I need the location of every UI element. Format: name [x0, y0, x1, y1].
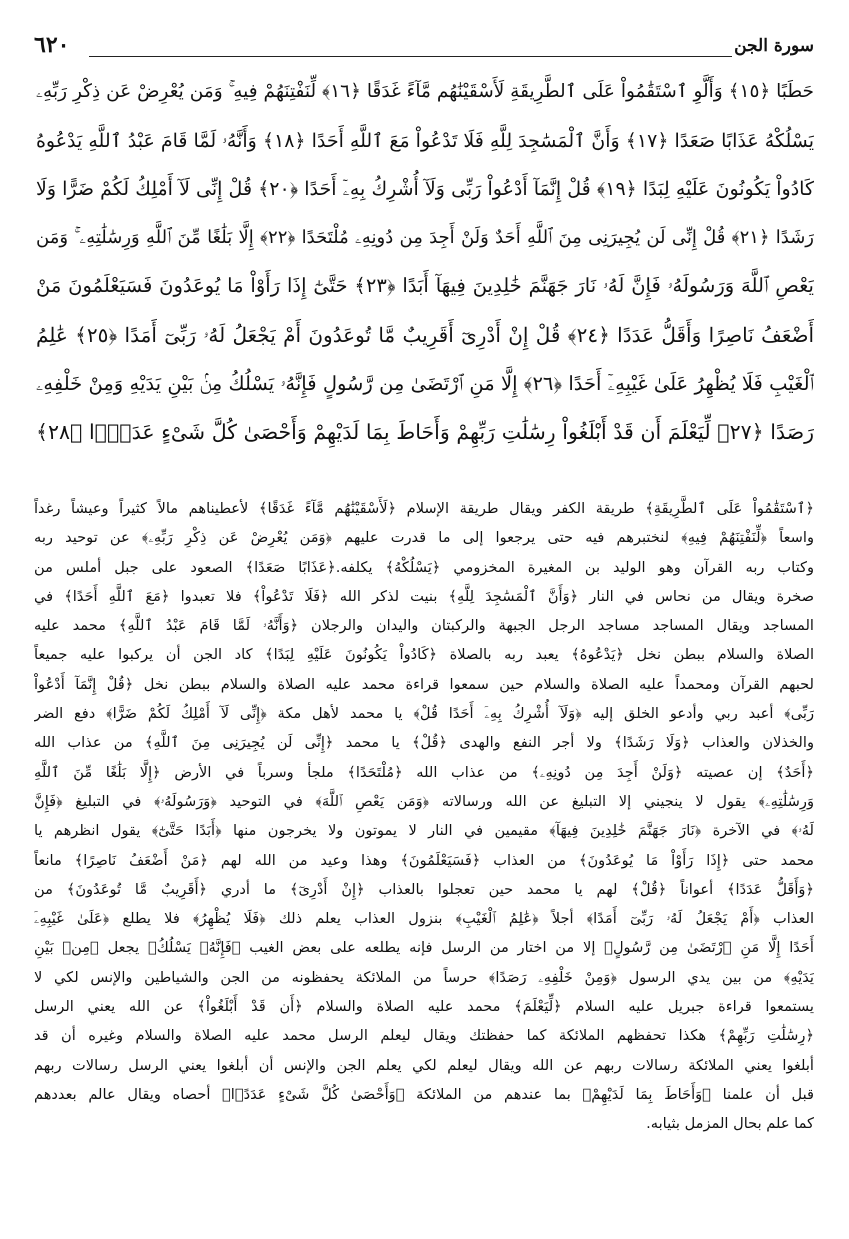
tafsir-line: لحبهم القرآن ومحمداً عليه الصلاة والسلام حين سمعوا قراءة محمد عليه الصلاة والسلام ببطن نخل ﴿قُلْ إِنَّمَآ أَدْعُواْ: [34, 675, 814, 693]
tafsir-line: ﴿وَأَقَلُّ عَدَدًا﴾ أعواناً ﴿قُلْ﴾ لهم يا محمد حين تعجلوا بالعذاب ﴿إِنْ أَدْرِىٓ﴾ ما أدري ﴿أَقَرِيبٌ مَّا تُوعَدُونَ﴾ من: [34, 880, 814, 898]
quran-line: يَعْصِ ٱللَّهَ وَرَسُولَهُۥ فَإِنَّ لَهُۥ نَارَ جَهَنَّمَ خَٰلِدِينَ فِيهَآ أَبَدًا ﴿٢٣﴾ حَتَّىٰٓ إِذَا رَأَوْاْ مَا يُوعَدُونَ فَسَيَعْلَمُونَ مَنْ: [36, 274, 814, 298]
tafsir-line: قبل أن علمنا ﴿وَأَحَاطَ بِمَا لَدَيْهِمْ﴾ بما عندهم من الملائكة ﴿وَأَحْصَىٰ كُلَّ شَىْءٍ عَدَدًۢا﴾ أحصاه ويقال عالم بعددهم: [34, 1085, 814, 1103]
quran-line: ٱلْغَيْبِ فَلَا يُظْهِرُ عَلَىٰ غَيْبِهِۦٓ أَحَدًا ﴿٢٦﴾ إِلَّا مَنِ ٱرْتَضَىٰ مِن رَّسُولٍ فَإِنَّهُۥ يَسْلُكُ مِنۢ بَيْنِ يَدَيْهِ وَمِنْ خَلْفِهِۦ: [36, 371, 814, 395]
tafsir-line: كما علم بحال المزمل بثيابه.: [646, 1115, 814, 1133]
tafsir-line: وكتاب ربه القرآن وهو الوليد بن المغيرة المخزومي ﴿يَسْلُكْهُ﴾ يكلفه.﴿عَذَابًا صَعَدًا﴾ الصعود على جبل أملس من: [34, 558, 814, 576]
tafsir-line: أبلغوا يعني الملائكة رسالات ربهم عن الله ويقال ليعلم لكي يعلم الجن والإنس أن أبلغوا يعني الرسل رسالات ربهم: [34, 1056, 814, 1074]
tafsir-line: لَهُۥ﴾ في الآخرة ﴿نَارَ جَهَنَّمَ خَٰلِدِينَ فِيهَآ﴾ مقيمين في النار لا يموتون ولا يخرجون منها ﴿أَبَدًا حَتَّىٰٓ﴾ يقول انظرهم يا: [34, 822, 814, 840]
tafsir-line: الصلاة والسلام ببطن نخل ﴿يَدْعُوهُ﴾ يعبد ربه بالصلاة ﴿كَادُواْ يَكُونُونَ عَلَيْهِ لِبَدًا﴾ كاد الجن أن يركبوا عليه جميعاً: [34, 646, 814, 664]
tafsir-line: محمد حتى ﴿إِذَا رَأَوْاْ مَا يُوعَدُونَ﴾ من العذاب ﴿فَسَيَعْلَمُونَ﴾ وهذا وعيد من الله لهم ﴿مَنْ أَضْعَفُ نَاصِرًا﴾ مانعاً: [34, 851, 814, 869]
quran-line: حَطَبًا ﴿١٥﴾ وَأَلَّوِ ٱسْتَقَٰمُواْ عَلَى ٱلطَّرِيقَةِ لَأَسْقَيْنَٰهُم مَّآءً غَدَقًا ﴿١٦﴾ لِّنَفْتِنَهُمْ فِيهِ ۚ وَمَن يُعْرِضْ عَن ذِكْرِ رَبِّهِۦ: [36, 81, 814, 102]
tafsir-line: رَبِّى﴾ أعبد ربي وأدعو الخلق إليه ﴿وَلَآ أُشْرِكُ بِهِۦٓ أَحَدًا قُلْ﴾ يا محمد لأهل مكة ﴿إِنِّى لَآ أَمْلِكُ لَكُمْ ضَرًّا﴾ دفع الضر: [34, 705, 814, 723]
page-header: [34, 32, 814, 58]
tafsir-line: العذاب ﴿أَمْ يَجْعَلُ لَهُۥ رَبِّىٓ أَمَدًا﴾ أجلاً ﴿عَٰلِمُ ٱلْغَيْبِ﴾ بنزول العذاب يعلم ذلك ﴿فَلَا يُظْهِرُ﴾ فلا يطلع ﴿عَلَىٰ غَيْبِهِۦٓ: [34, 910, 814, 928]
page-number: ٦٢٠: [34, 32, 70, 58]
quran-line: كَادُواْ يَكُونُونَ عَلَيْهِ لِبَدًا ﴿١٩﴾ قُلْ إِنَّمَآ أَدْعُواْ رَبِّى وَلَآ أُشْرِكُ بِهِۦٓ أَحَدًا ﴿٢٠﴾ قُلْ إِنِّى لَآ أَمْلِكُ لَكُمْ ضَرًّا وَلَا: [36, 178, 814, 201]
tafsir-line: واسعاً ﴿لِّنَفْتِنَهُمْ فِيهِ﴾ لنختبرهم فيه حتى يرجعوا إلى ما قدرت عليهم ﴿وَمَن يُعْرِضْ عَن ذِكْرِ رَبِّهِۦ﴾ عن توحيد ربه: [34, 529, 814, 547]
header-rule: [89, 56, 732, 57]
tafsir-text-block: [34, 494, 814, 1139]
quran-line: أَضْعَفُ نَاصِرًا وَأَقَلُّ عَدَدًا ﴿٢٤﴾ قُلْ إِنْ أَدْرِىٓ أَقَرِيبٌ مَّا تُوعَدُونَ أَمْ يَجْعَلُ لَهُۥ رَبِّىٓ أَمَدًا ﴿٢٥﴾ عَٰلِمُ: [36, 322, 814, 347]
tafsir-line: والخذلان والعذاب ﴿وَلَا رَشَدًا﴾ ولا أجر النفع والهدى ﴿قُلْ﴾ يا محمد ﴿إِنِّى لَن يُجِيرَنِى مِنَ ٱللَّهِ﴾ من عذاب الله: [34, 734, 814, 752]
tafsir-line: صخرة ويقال من نحاس في النار ﴿وَأَنَّ ٱلْمَسَٰجِدَ لِلَّهِ﴾ بنيت لذكر الله ﴿فَلَا تَدْعُواْ﴾ فلا تعبدوا ﴿مَعَ ٱللَّهِ أَحَدًا﴾ في: [34, 587, 814, 605]
quran-text-block: [36, 68, 814, 457]
tafsir-line: يستمعوا قراءة جبريل عليه السلام ﴿لِّيَعْلَمَ﴾ محمد عليه الصلاة والسلام ﴿أَن قَدْ أَبْلَغُواْ﴾ عن الله يعني الرسل: [34, 998, 814, 1016]
quran-line: رَصَدًا ﴿٢٧﴾ لِّيَعْلَمَ أَن قَدْ أَبْلَغُواْ رِسَٰلَٰتِ رَبِّهِمْ وَأَحَاطَ بِمَا لَدَيْهِمْ وَأَحْصَىٰ كُلَّ شَىْءٍ عَدَدًۢا ﴿٢٨﴾: [36, 420, 814, 445]
tafsir-line: المساجد ويقال المساجد مساجد الرجل الجبهة والركبتان واليدان والرجلان ﴿وَأَنَّهُۥ لَمَّا قَامَ عَبْدُ ٱللَّهِ﴾ محمد عليه: [34, 617, 814, 635]
tafsir-line: أَحَدًا إِلَّا مَنِ ٱرْتَضَىٰ مِن رَّسُولٍ﴾ إلا من اختار من الرسل فإنه يطلعه على بعض الغيب ﴿فَإِنَّهُۥ يَسْلُكُ﴾ يجعل ﴿مِنۢ بَيْنِ: [34, 939, 814, 957]
tafsir-line: وَرِسَٰلَٰتِهِۦ﴾ يقول لا ينجيني إلا التبليغ عن الله ورسالاته ﴿وَمَن يَعْصِ ٱللَّهَ﴾ في التوحيد ﴿وَرَسُولَهُۥ﴾ في التبليغ ﴿فَإِنَّ: [34, 792, 814, 810]
tafsir-line: ﴿أَحَدٌ﴾ إن عصيته ﴿وَلَنْ أَجِدَ مِن دُونِهِۦ﴾ من عذاب الله ﴿مُلْتَحَدًا﴾ ملجأ وسرباً في الأرض ﴿إِلَّا بَلَٰغًا مِّنَ ٱللَّهِ: [34, 763, 814, 781]
tafsir-line: يَدَيْهِ﴾ من بين يدي الرسول ﴿وَمِنْ خَلْفِهِۦ رَصَدًا﴾ حرساً من الملائكة يحفظونه من الجن والشياطين والإنس لكي لا: [34, 968, 814, 986]
tafsir-line: ﴿رِسَٰلَٰتِ رَبِّهِمْ﴾ هكذا تحفظهم الملائكة كما حفظتك ويقال ليعلم الرسل محمد عليه الصلاة والسلام وغيره أن قد: [34, 1027, 814, 1045]
quran-line: يَسْلُكْهُ عَذَابًا صَعَدًا ﴿١٧﴾ وَأَنَّ ٱلْمَسَٰجِدَ لِلَّهِ فَلَا تَدْعُواْ مَعَ ٱللَّهِ أَحَدًا ﴿١٨﴾ وَأَنَّهُۥ لَمَّا قَامَ عَبْدُ ٱللَّهِ يَدْعُوهُ: [36, 129, 814, 152]
quran-line: رَشَدًا ﴿٢١﴾ قُلْ إِنِّى لَن يُجِيرَنِى مِنَ ٱللَّهِ أَحَدٌ وَلَنْ أَجِدَ مِن دُونِهِۦ مُلْتَحَدًا ﴿٢٢﴾ إِلَّا بَلَٰغًا مِّنَ ٱللَّهِ وَرِسَٰلَٰتِهِۦ ۚ وَمَن: [36, 226, 814, 248]
surah-name: سورة الجن: [734, 36, 814, 56]
tafsir-line: ﴿ٱسْتَقَٰمُواْ عَلَى ٱلطَّرِيقَةِ﴾ طريقة الكفر ويقال طريقة الإسلام ﴿لَأَسْقَيْنَٰهُم مَّآءً غَدَقًا﴾ لأعطيناهم مالاً كثيراً وعيشاً رغداً: [34, 500, 814, 517]
